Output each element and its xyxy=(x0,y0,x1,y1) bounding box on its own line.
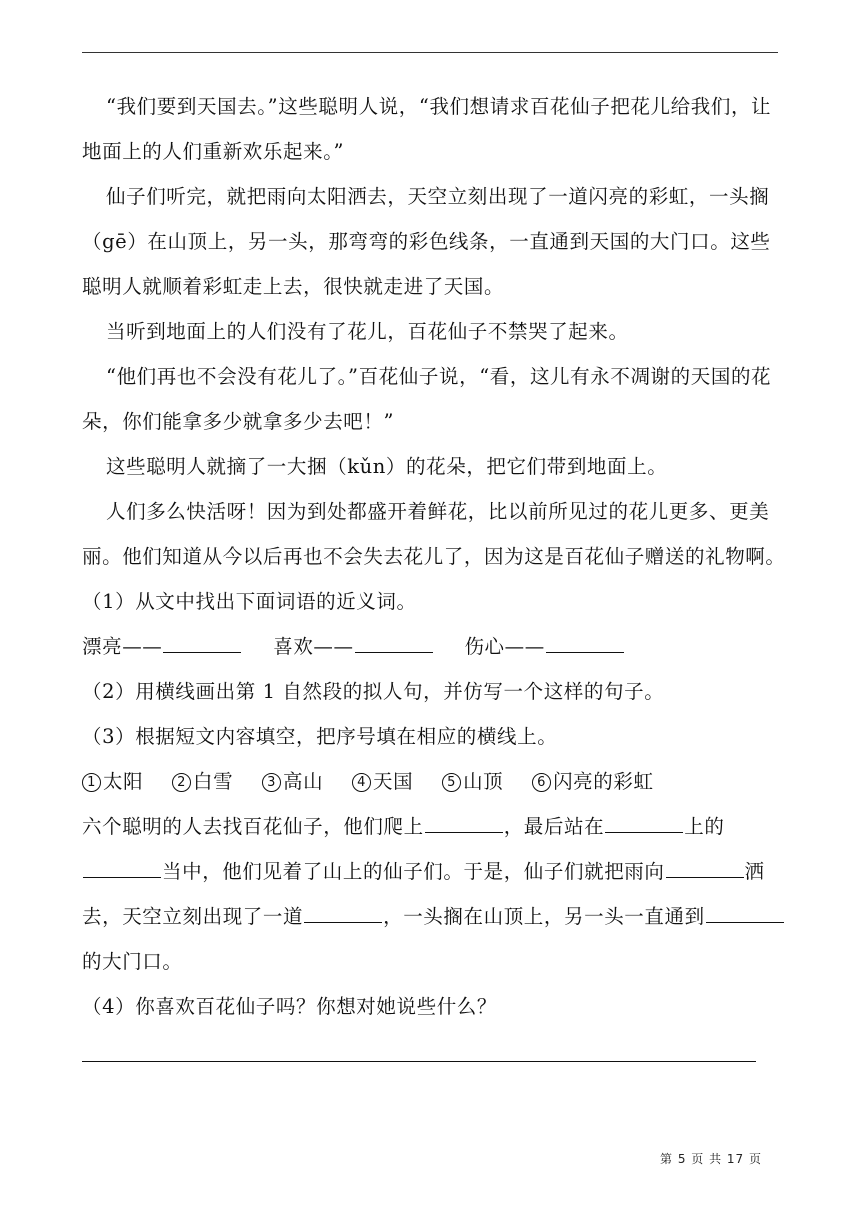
option-text: 太阳 xyxy=(103,770,144,793)
fill-text: 洒 xyxy=(744,860,765,883)
option-text: 山顶 xyxy=(463,770,504,793)
answer-blank[interactable] xyxy=(605,813,683,833)
option-item xyxy=(442,759,503,804)
paragraph-line: （gē）在山顶上，另一头，那弯弯的彩色线条，一直通到天国的大门口。这些 xyxy=(82,230,771,253)
question-1: （1）从文中找出下面词语的近义词。 xyxy=(82,590,417,613)
circled-number: 4 xyxy=(352,773,371,792)
synonym-word: 喜欢—— xyxy=(273,635,354,658)
paragraph-line: 这些聪明人就摘了一大捆（kǔn）的花朵，把它们带到地面上。 xyxy=(106,455,668,478)
paragraph-line: 人们多么快活呀！因为到处都盛开着鲜花，比以前所见过的花儿更多、更美 xyxy=(106,500,770,523)
paragraph-line: 当听到地面上的人们没有了花儿，百花仙子不禁哭了起来。 xyxy=(106,320,629,343)
option-text: 白雪 xyxy=(193,770,234,793)
fill-text: 去，天空立刻出现了一道 xyxy=(82,905,304,928)
fill-line xyxy=(82,804,782,849)
paragraph-line: 丽。他们知道从今以后再也不会失去花儿了，因为这是百花仙子赠送的礼物啊。 xyxy=(82,545,786,568)
fill-text: 当中，他们见着了山上的仙子们。于是，仙子们就把雨向 xyxy=(162,860,665,883)
answer-blank[interactable] xyxy=(706,903,784,923)
passage-content xyxy=(82,84,786,1029)
fill-line: 的大门口。 xyxy=(82,950,183,973)
answer-blank[interactable] xyxy=(83,858,161,878)
synonym-item xyxy=(464,624,624,669)
fill-text: ，一头搁在山顶上，另一头一直通到 xyxy=(383,905,705,928)
question-4: （4）你喜欢百花仙子吗？你想对她说些什么？ xyxy=(82,995,498,1018)
option-item xyxy=(82,759,143,804)
fill-line xyxy=(82,849,782,894)
answer-blank[interactable] xyxy=(163,633,241,653)
answer-blank[interactable] xyxy=(666,858,744,878)
option-text: 闪亮的彩虹 xyxy=(553,770,654,793)
question-2: （2）用横线画出第 1 自然段的拟人句，并仿写一个这样的句子。 xyxy=(82,680,665,703)
synonym-item xyxy=(273,624,433,669)
synonym-item xyxy=(82,624,242,669)
question-3: （3）根据短文内容填空，把序号填在相应的横线上。 xyxy=(82,725,558,748)
answer-blank[interactable] xyxy=(546,633,624,653)
option-item xyxy=(352,759,413,804)
circled-number: 3 xyxy=(262,773,281,792)
circled-number: 2 xyxy=(172,773,191,792)
circled-number: 5 xyxy=(442,773,461,792)
header-rule xyxy=(82,52,778,53)
synonym-word: 伤心—— xyxy=(464,635,545,658)
answer-blank[interactable] xyxy=(425,813,503,833)
answer-blank[interactable] xyxy=(304,903,382,923)
page-footer: 第 5 页 共 17 页 xyxy=(660,1152,762,1166)
paragraph-line: 朵，你们能拿多少就拿多少去吧！” xyxy=(82,410,395,433)
option-item xyxy=(172,759,233,804)
answer-blank[interactable] xyxy=(355,633,433,653)
option-text: 高山 xyxy=(283,770,324,793)
paragraph-line: 地面上的人们重新欢乐起来。” xyxy=(82,140,345,163)
circled-number: 1 xyxy=(82,773,101,792)
fill-text: ，最后站在 xyxy=(503,815,605,838)
circled-number: 6 xyxy=(532,773,551,792)
paragraph-line: 聪明人就顺着彩虹走上去，很快就走进了天国。 xyxy=(82,275,505,298)
fill-line xyxy=(82,894,782,939)
answer-line[interactable] xyxy=(82,1061,756,1062)
paragraph-line: 仙子们听完，就把雨向太阳洒去，天空立刻出现了一道闪亮的彩虹，一头搁 xyxy=(106,185,770,208)
option-item xyxy=(262,759,323,804)
options-row xyxy=(82,759,782,804)
fill-text: 六个聪明的人去找百花仙子，他们爬上 xyxy=(82,815,424,838)
option-item xyxy=(532,759,654,804)
paragraph-line: “他们再也不会没有花儿了。”百花仙子说，“看，这儿有永不凋谢的天国的花 xyxy=(106,365,772,388)
synonym-row xyxy=(82,624,782,669)
fill-text: 上的 xyxy=(684,815,725,838)
synonym-word: 漂亮—— xyxy=(82,635,163,658)
paragraph-line: “我们要到天国去。”这些聪明人说，“我们想请求百花仙子把花儿给我们，让 xyxy=(106,95,772,118)
option-text: 天国 xyxy=(373,770,414,793)
